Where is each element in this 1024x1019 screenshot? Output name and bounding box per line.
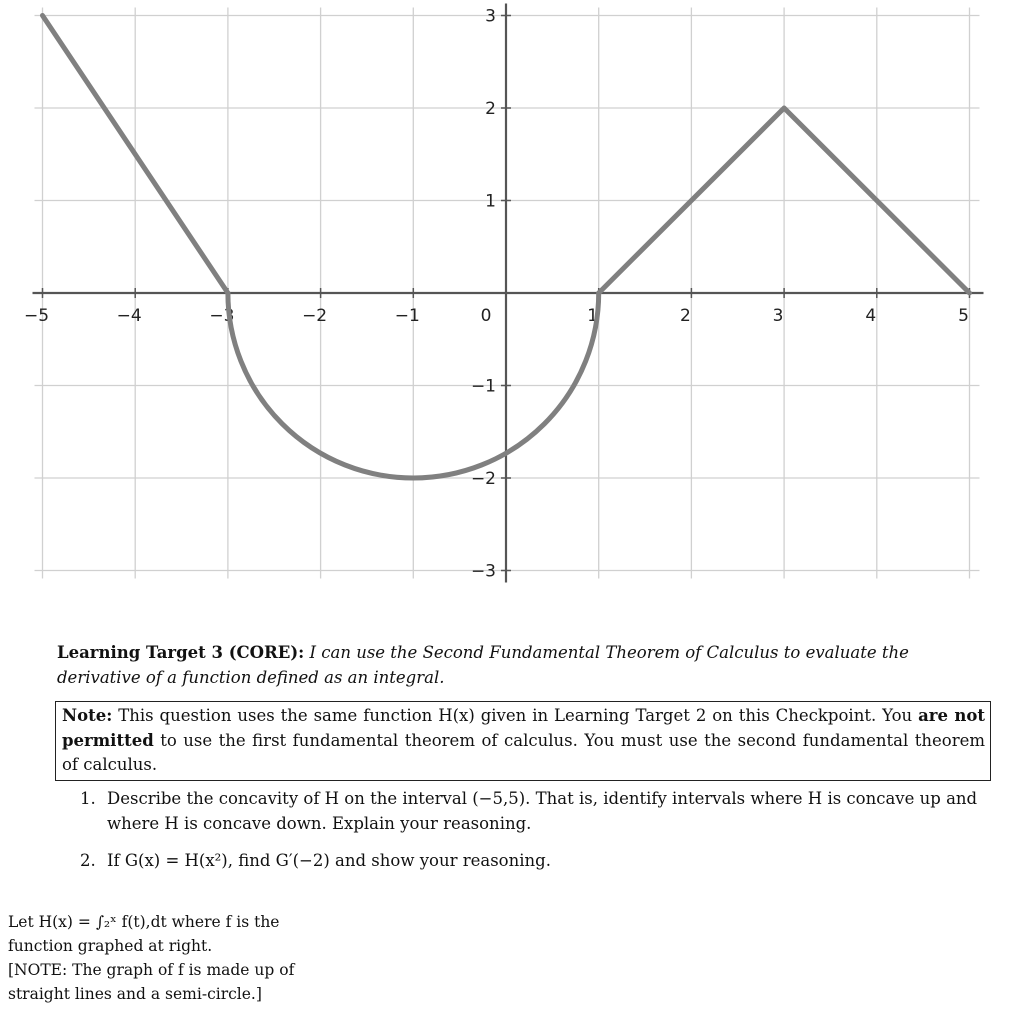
x-tick-label: −3 <box>209 306 235 326</box>
note-box <box>55 701 991 781</box>
x-tick-label: 0 <box>480 306 492 326</box>
y-tick-label: 3 <box>485 6 496 27</box>
note-text-part1: This question uses the same function H(x) given in Learning Target 2 on this Checkpoint. You <box>118 706 913 725</box>
y-tick-label: −1 <box>470 376 496 397</box>
question-list <box>80 786 985 885</box>
learning-target-label: Learning Target 3 (CORE): <box>57 643 305 662</box>
question-number: 1. <box>80 789 96 808</box>
x-tick-label: −2 <box>302 306 328 326</box>
x-tick-labels <box>24 306 969 326</box>
x-tick-label: −5 <box>23 306 50 326</box>
x-tick-label: 2 <box>679 306 691 326</box>
note-bold-text: are not permitted <box>62 706 986 750</box>
graph-note-text: [NOTE: The graph of f is made up of straight lines and a semi-circle.] <box>8 961 295 1003</box>
axes <box>33 4 984 583</box>
y-tick-label: −2 <box>470 469 496 489</box>
x-tick-label: −4 <box>116 306 142 326</box>
y-tick-label: 1 <box>485 191 496 212</box>
question-item <box>80 848 985 873</box>
question-item <box>80 786 985 836</box>
question-text: If G(x) = H(x²), find G′(−2) and show your reasoning. <box>107 851 551 870</box>
learning-target-text: I can use the Second Fundamental Theorem of Calculus to evaluate the derivative of a function defined as an integral. <box>57 643 909 687</box>
question-text: Describe the concavity of H on the interval (−5,5). That is, identify intervals where H is concave up and where H is concave down. Explain your reasoning. <box>107 789 978 833</box>
question-number: 2. <box>80 851 96 870</box>
x-tick-label: 3 <box>772 306 784 326</box>
x-tick-label: 4 <box>865 306 877 326</box>
x-tick-label: 1 <box>587 306 599 326</box>
y-tick-label: 2 <box>485 99 496 119</box>
x-tick-label: 5 <box>958 306 969 326</box>
definition-text: Let H(x) = ∫₂ˣ f(t),dt where f is the function graphed at right. <box>8 913 280 955</box>
x-tick-label: −1 <box>394 306 420 326</box>
side-text <box>8 910 318 1006</box>
note-label: Note: <box>62 706 113 725</box>
y-tick-label: −3 <box>470 561 496 582</box>
learning-target <box>57 640 987 690</box>
note-text-part2: to use the first fundamental theorem of calculus. You must use the second fundamental theorem of calculus. <box>62 730 985 774</box>
